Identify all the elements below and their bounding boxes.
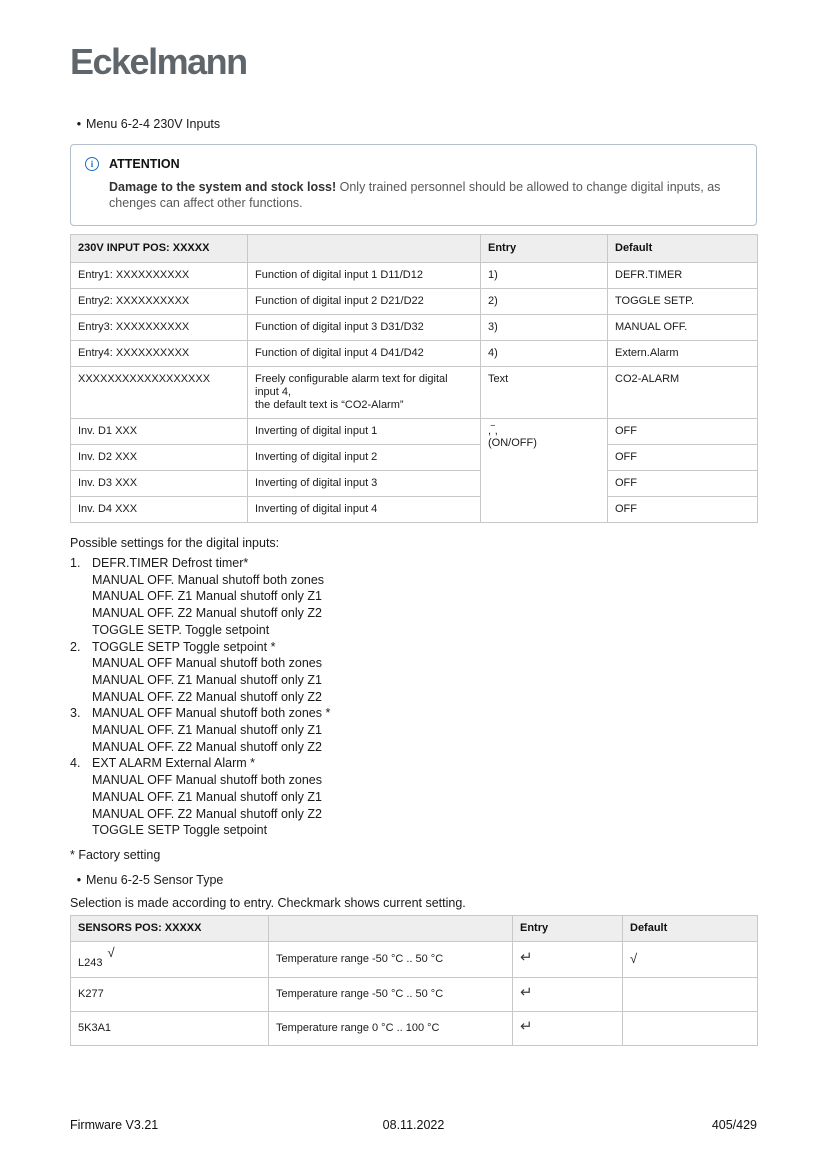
table-row <box>71 289 758 315</box>
table-header-cell: 230V INPUT POS: XXXXX <box>71 235 248 263</box>
bullet-icon: • <box>76 872 82 887</box>
table-header-cell <box>248 235 481 263</box>
list-item-line: MANUAL OFF. Z2 Manual shutoff only Z2 <box>92 806 322 821</box>
desc-cell: Function of digital input 2 D21/D22 <box>248 289 481 315</box>
list-item-line: TOGGLE SETP Toggle setpoint <box>92 823 268 838</box>
sensors-intro: Selection is made according to entry. Checkmark shows current setting. <box>70 895 466 910</box>
default-cell: OFF <box>608 445 758 471</box>
table-header-cell: Entry <box>481 235 608 263</box>
table-row-inverting <box>71 497 758 523</box>
sensor-name-cell <box>71 1011 269 1045</box>
list-item-line: MANUAL OFF. Z1 Manual shutoff only Z1 <box>92 789 322 804</box>
table-row-inverting <box>71 471 758 497</box>
list-item-line: TOGGLE SETP Toggle setpoint * <box>92 639 276 654</box>
enter-key-icon: ↵ <box>520 948 533 966</box>
entry-cell: 1) <box>481 263 608 289</box>
desc-line: the default text is “CO2-Alarm” <box>255 399 404 411</box>
attention-title: ATTENTION <box>109 157 180 171</box>
settings-intro: Possible settings for the digital inputs: <box>70 536 280 550</box>
footer-firmware: Firmware V3.21 <box>70 1118 159 1132</box>
desc-cell: Function of digital input 4 D41/D42 <box>248 341 481 367</box>
desc-cell: Temperature range -50 °C .. 50 °C <box>269 941 513 977</box>
attention-box <box>70 144 757 226</box>
list-item-line: TOGGLE SETP. Toggle setpoint <box>92 622 270 637</box>
list-item-number: 3. <box>70 706 81 721</box>
default-cell <box>623 977 758 1011</box>
default-cell: OFF <box>608 471 758 497</box>
table-row-inverting <box>71 445 758 471</box>
pos-cell: Entry3: XXXXXXXXXX <box>71 315 248 341</box>
desc-line: Freely configurable alarm text for digital input 4, <box>255 373 448 398</box>
sensor-name: 5K3A1 <box>78 1021 112 1034</box>
list-item-line: EXT ALARM External Alarm * <box>92 756 256 771</box>
desc-cell <box>248 367 481 419</box>
enter-key-icon: ↵ <box>520 1017 533 1035</box>
pos-cell: Entry2: XXXXXXXXXX <box>71 289 248 315</box>
entry-cell: 4) <box>481 341 608 367</box>
desc-cell: Inverting of digital input 4 <box>248 497 481 523</box>
current-setting-checkmark: √ <box>107 944 115 960</box>
desc-cell: Temperature range -50 °C .. 50 °C <box>269 977 513 1011</box>
list-item-line: MANUAL OFF. Z1 Manual shutoff only Z1 <box>92 672 322 687</box>
attention-lead: Damage to the system and stock loss! <box>109 180 337 194</box>
list-item-line: MANUAL OFF. Z1 Manual shutoff only Z1 <box>92 589 322 604</box>
entry-cell: Text <box>481 367 608 419</box>
on-off-symbol: ,‾, <box>488 425 498 437</box>
menu-bullet-6-2-5 <box>70 872 757 888</box>
default-checkmark: √ <box>630 950 638 966</box>
default-cell: DEFR.TIMER <box>608 263 758 289</box>
list-item-number: 1. <box>70 556 81 570</box>
attention-body <box>109 180 741 211</box>
attention-text: Only trained personnel should be allowed to change digital inputs, as chenges can affect other functions. <box>109 180 721 210</box>
table-header-row <box>71 915 758 941</box>
entry-cell: 3) <box>481 315 608 341</box>
list-item-line: MANUAL OFF Manual shutoff both zones <box>92 656 322 671</box>
table-row <box>71 941 758 977</box>
list-item-line: MANUAL OFF. Z2 Manual shutoff only Z2 <box>92 606 322 621</box>
list-item-lines <box>92 639 322 706</box>
default-cell: OFF <box>608 497 758 523</box>
default-cell: CO2-ALARM <box>608 367 758 419</box>
eckelmann-logo: Eckelmann <box>70 41 247 82</box>
desc-cell: Inverting of digital input 1 <box>248 419 481 445</box>
pos-cell: XXXXXXXXXXXXXXXXXX <box>71 367 248 419</box>
pos-cell: Inv. D3 XXX <box>71 471 248 497</box>
footer-date: 08.11.2022 <box>382 1118 445 1132</box>
pos-cell: Entry4: XXXXXXXXXX <box>71 341 248 367</box>
list-item-number: 4. <box>70 756 81 771</box>
entry-cell <box>513 977 623 1011</box>
pos-cell: Entry1: XXXXXXXXXX <box>71 263 248 289</box>
list-item-line: MANUAL OFF. Z1 Manual shutoff only Z1 <box>92 723 322 738</box>
entry-cell <box>513 1011 623 1045</box>
settings-list-item <box>70 639 757 706</box>
info-icon: i <box>85 157 99 171</box>
list-item-line: MANUAL OFF Manual shutoff both zones <box>92 773 322 788</box>
table-header-cell <box>269 915 513 941</box>
table-row <box>71 977 758 1011</box>
desc-cell: Function of digital input 1 D11/D12 <box>248 263 481 289</box>
sensors-table <box>70 915 758 1046</box>
menu-bullet-6-2-5-label: Menu 6-2-5 Sensor Type <box>86 872 224 887</box>
default-cell <box>623 941 758 977</box>
default-cell: Extern.Alarm <box>608 341 758 367</box>
desc-cell: Inverting of digital input 2 <box>248 445 481 471</box>
list-item-line: MANUAL OFF. Z2 Manual shutoff only Z2 <box>92 689 322 704</box>
sensor-name-cell <box>71 977 269 1011</box>
enter-key-icon: ↵ <box>520 983 533 1001</box>
table-row <box>71 315 758 341</box>
desc-cell: Function of digital input 3 D31/D32 <box>248 315 481 341</box>
table-header-cell: Entry <box>513 915 623 941</box>
attention-header <box>85 157 741 171</box>
desc-cell: Inverting of digital input 3 <box>248 471 481 497</box>
list-item-lines <box>92 755 322 839</box>
list-item-lines <box>92 555 324 639</box>
pos-cell: Inv. D4 XXX <box>71 497 248 523</box>
table-row <box>71 263 758 289</box>
table-header-cell: Default <box>623 915 758 941</box>
default-cell: OFF <box>608 419 758 445</box>
sensor-name: L243 <box>78 956 103 969</box>
settings-list-item <box>70 555 757 639</box>
list-item-line: MANUAL OFF Manual shutoff both zones * <box>92 706 331 721</box>
list-item-lines <box>92 705 330 755</box>
list-item-number: 2. <box>70 639 81 654</box>
table-header-cell: SENSORS POS: XXXXX <box>71 915 269 941</box>
table-row <box>71 341 758 367</box>
default-cell <box>623 1011 758 1045</box>
table-header-cell: Default <box>608 235 758 263</box>
on-off-label: (ON/OFF) <box>488 437 537 449</box>
pos-cell: Inv. D2 XXX <box>71 445 248 471</box>
default-cell: TOGGLE SETP. <box>608 289 758 315</box>
settings-list-item <box>70 705 757 755</box>
desc-cell: Temperature range 0 °C .. 100 °C <box>269 1011 513 1045</box>
list-item-line: MANUAL OFF. Z2 Manual shutoff only Z2 <box>92 739 322 754</box>
table-header-row <box>71 235 758 263</box>
settings-list-item <box>70 755 757 839</box>
table-row <box>71 1011 758 1045</box>
pos-cell: Inv. D1 XXX <box>71 419 248 445</box>
table-row-alarm-text <box>71 367 758 419</box>
factory-setting-footnote: * Factory setting <box>70 847 161 862</box>
bullet-icon: • <box>76 117 82 131</box>
sensor-name-cell <box>71 941 269 977</box>
sensor-name: K277 <box>78 987 104 1000</box>
inputs-table <box>70 234 758 523</box>
table-row-inverting <box>71 419 758 445</box>
entry-cell-merged <box>481 419 608 523</box>
default-cell: MANUAL OFF. <box>608 315 758 341</box>
list-item-line: MANUAL OFF. Manual shutoff both zones <box>92 572 325 587</box>
footer-page-number: 405/429 <box>711 1118 757 1132</box>
menu-bullet-6-2-4 <box>70 116 757 132</box>
settings-list <box>70 555 757 839</box>
entry-cell: 2) <box>481 289 608 315</box>
list-item-line: DEFR.TIMER Defrost timer* <box>92 556 249 570</box>
entry-cell <box>513 941 623 977</box>
page-footer <box>70 1118 757 1132</box>
document-page <box>70 0 757 1046</box>
menu-bullet-6-2-4-label: Menu 6-2-4 230V Inputs <box>86 117 221 131</box>
